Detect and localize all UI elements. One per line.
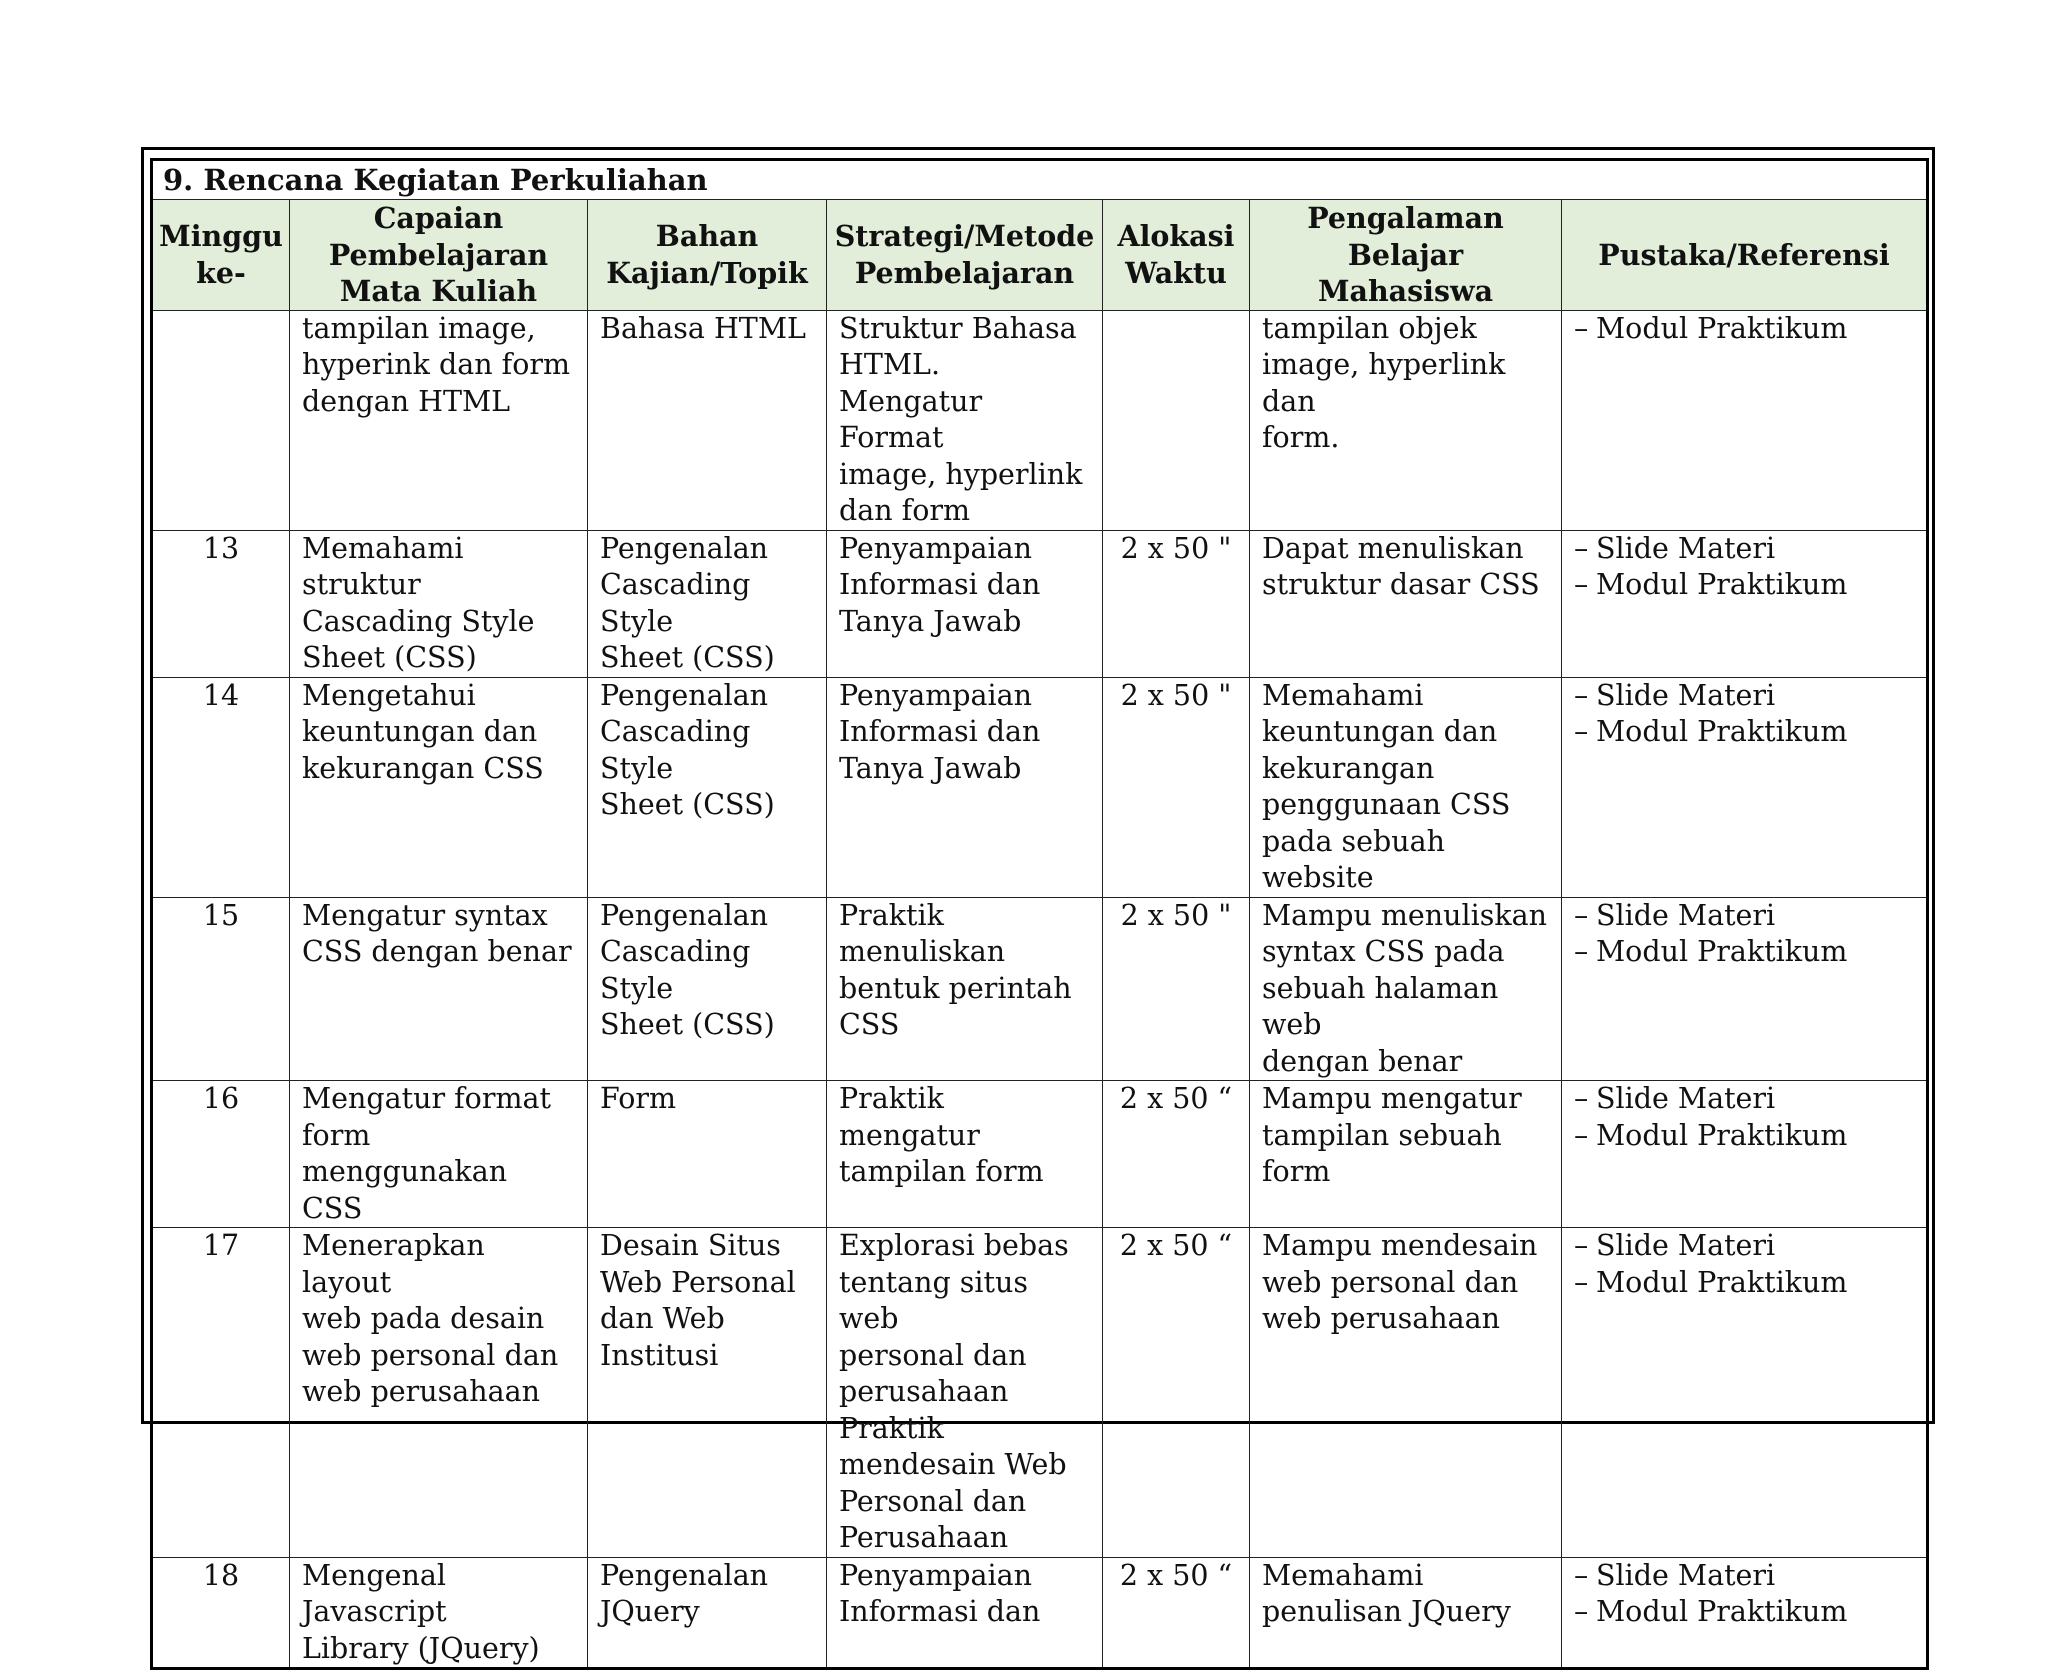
reference-text: Slide Materi — [1596, 1558, 1776, 1592]
reference-text: Modul Praktikum — [1596, 311, 1848, 345]
pustaka-cell — [1562, 677, 1928, 897]
table-row — [152, 530, 1928, 677]
pengalaman-cell: Memahami keuntungan dan kekurangan penggunaan CSS pada sebuah website — [1250, 677, 1562, 897]
dash-bullet: – — [1574, 1229, 1589, 1262]
strategi-cell: Praktik mengatur tampilan form — [827, 1081, 1103, 1228]
title-row — [152, 160, 1928, 200]
section-title: 9. Rencana Kegiatan Perkuliahan — [152, 160, 1928, 200]
reference-text: Modul Praktikum — [1596, 935, 1848, 968]
reference-item — [1574, 1081, 1914, 1118]
reference-item — [1574, 1228, 1914, 1265]
week-cell: 15 — [152, 897, 290, 1081]
header-row — [152, 200, 1928, 311]
reference-item — [1574, 311, 1914, 348]
alokasi-cell: 2 x 50 " — [1103, 530, 1250, 677]
table-row — [152, 1081, 1928, 1228]
bahan-cell: Bahasa HTML — [588, 310, 827, 530]
bahan-cell: Pengenalan Cascading Style Sheet (CSS) — [588, 530, 827, 677]
reference-text: Modul Praktikum — [1596, 1118, 1848, 1152]
course-plan-table — [150, 158, 1929, 1670]
dash-bullet: – — [1574, 898, 1589, 932]
bahan-cell: Pengenalan Cascading Style Sheet (CSS) — [588, 897, 827, 1081]
reference-item — [1574, 1265, 1914, 1302]
alokasi-cell: 2 x 50 “ — [1103, 1228, 1250, 1558]
reference-item — [1574, 714, 1914, 751]
table-row — [152, 1228, 1928, 1558]
dash-bullet: – — [1574, 1265, 1589, 1299]
week-cell: 17 — [152, 1228, 290, 1558]
dash-bullet: – — [1574, 715, 1589, 748]
pustaka-cell — [1562, 310, 1928, 530]
dash-bullet: – — [1574, 1558, 1589, 1592]
pengalaman-cell: Dapat menuliskan struktur dasar CSS — [1250, 530, 1562, 677]
week-cell: 14 — [152, 677, 290, 897]
bahan-cell: Form — [588, 1081, 827, 1228]
bahan-cell: Pengenalan JQuery — [588, 1557, 827, 1669]
reference-item — [1574, 1118, 1914, 1155]
table-row — [152, 897, 1928, 1081]
dash-bullet: – — [1574, 568, 1589, 601]
bahan-cell: Desain Situs Web Personal dan Web Institusi — [588, 1228, 827, 1558]
reference-item — [1574, 567, 1914, 604]
table-row — [152, 310, 1928, 530]
pustaka-cell — [1562, 897, 1928, 1081]
week-cell: 18 — [152, 1557, 290, 1669]
dash-bullet: – — [1574, 1595, 1589, 1628]
capaian-cell: Mengatur format form menggunakan CSS — [290, 1081, 588, 1228]
dash-bullet: – — [1574, 531, 1589, 565]
capaian-cell: Memahami struktur Cascading Style Sheet (CSS) — [290, 530, 588, 677]
header-strategi: Strategi/Metode Pembelajaran — [827, 200, 1103, 311]
reference-item — [1574, 1594, 1914, 1631]
alokasi-cell — [1103, 310, 1250, 530]
header-alokasi: Alokasi Waktu — [1103, 200, 1250, 311]
dash-bullet: – — [1574, 678, 1589, 712]
capaian-cell: Mengatur syntax CSS dengan benar — [290, 897, 588, 1081]
reference-item — [1574, 678, 1914, 715]
header-bahan: Bahan Kajian/Topik — [588, 200, 827, 311]
pustaka-cell — [1562, 1081, 1928, 1228]
dash-bullet: – — [1574, 935, 1589, 968]
capaian-cell: tampilan image, hyperink dan form dengan HTML — [290, 310, 588, 530]
table-row — [152, 1557, 1928, 1669]
pengalaman-cell: Mampu menuliskan syntax CSS pada sebuah halaman web dengan benar — [1250, 897, 1562, 1081]
dash-bullet: – — [1574, 1118, 1589, 1152]
header-pustaka: Pustaka/Referensi — [1562, 200, 1928, 311]
pengalaman-cell: Mampu mengatur tampilan sebuah form — [1250, 1081, 1562, 1228]
alokasi-cell: 2 x 50 “ — [1103, 1557, 1250, 1669]
strategi-cell: Penyampaian Informasi dan Tanya Jawab — [827, 677, 1103, 897]
alokasi-cell: 2 x 50 " — [1103, 677, 1250, 897]
dash-bullet: – — [1574, 311, 1589, 345]
reference-text: Modul Praktikum — [1596, 715, 1848, 748]
pengalaman-cell: tampilan objek image, hyperlink dan form. — [1250, 310, 1562, 530]
header-pengalaman: Pengalaman Belajar Mahasiswa — [1250, 200, 1562, 311]
bahan-cell: Pengenalan Cascading Style Sheet (CSS) — [588, 677, 827, 897]
strategi-cell: Struktur Bahasa HTML. Mengatur Format image, hyperlink dan form — [827, 310, 1103, 530]
reference-text: Slide Materi — [1596, 531, 1776, 565]
reference-text: Slide Materi — [1596, 1082, 1776, 1115]
header-minggu: Minggu ke- — [152, 200, 290, 311]
strategi-cell: Penyampaian Informasi dan — [827, 1557, 1103, 1669]
capaian-cell: Mengetahui keuntungan dan kekurangan CSS — [290, 677, 588, 897]
pengalaman-cell: Mampu mendesain web personal dan web perusahaan — [1250, 1228, 1562, 1558]
reference-item — [1574, 531, 1914, 568]
week-cell — [152, 310, 290, 530]
table-row — [152, 677, 1928, 897]
reference-text: Slide Materi — [1596, 678, 1776, 712]
header-capaian: Capaian Pembelajaran Mata Kuliah — [290, 200, 588, 311]
week-cell: 16 — [152, 1081, 290, 1228]
pengalaman-cell: Memahami penulisan JQuery — [1250, 1557, 1562, 1669]
pustaka-cell — [1562, 530, 1928, 677]
strategi-cell: Explorasi bebas tentang situs web personal dan perusahaan Praktik mendesain Web Personal dan Perusahaan — [827, 1228, 1103, 1558]
reference-text: Modul Praktikum — [1596, 1265, 1848, 1299]
reference-text: Slide Materi — [1596, 1229, 1776, 1262]
capaian-cell: Menerapkan layout web pada desain web personal dan web perusahaan — [290, 1228, 588, 1558]
reference-text: Modul Praktikum — [1596, 568, 1848, 601]
alokasi-cell: 2 x 50 " — [1103, 897, 1250, 1081]
reference-item — [1574, 1558, 1914, 1595]
reference-text: Modul Praktikum — [1596, 1595, 1848, 1628]
capaian-cell: Mengenal Javascript Library (JQuery) — [290, 1557, 588, 1669]
pustaka-cell — [1562, 1557, 1928, 1669]
reference-item — [1574, 898, 1914, 935]
pustaka-cell — [1562, 1228, 1928, 1558]
strategi-cell: Penyampaian Informasi dan Tanya Jawab — [827, 530, 1103, 677]
alokasi-cell: 2 x 50 “ — [1103, 1081, 1250, 1228]
strategi-cell: Praktik menuliskan bentuk perintah CSS — [827, 897, 1103, 1081]
dash-bullet: – — [1574, 1082, 1589, 1115]
reference-item — [1574, 934, 1914, 971]
week-cell: 13 — [152, 530, 290, 677]
reference-text: Slide Materi — [1596, 898, 1776, 932]
